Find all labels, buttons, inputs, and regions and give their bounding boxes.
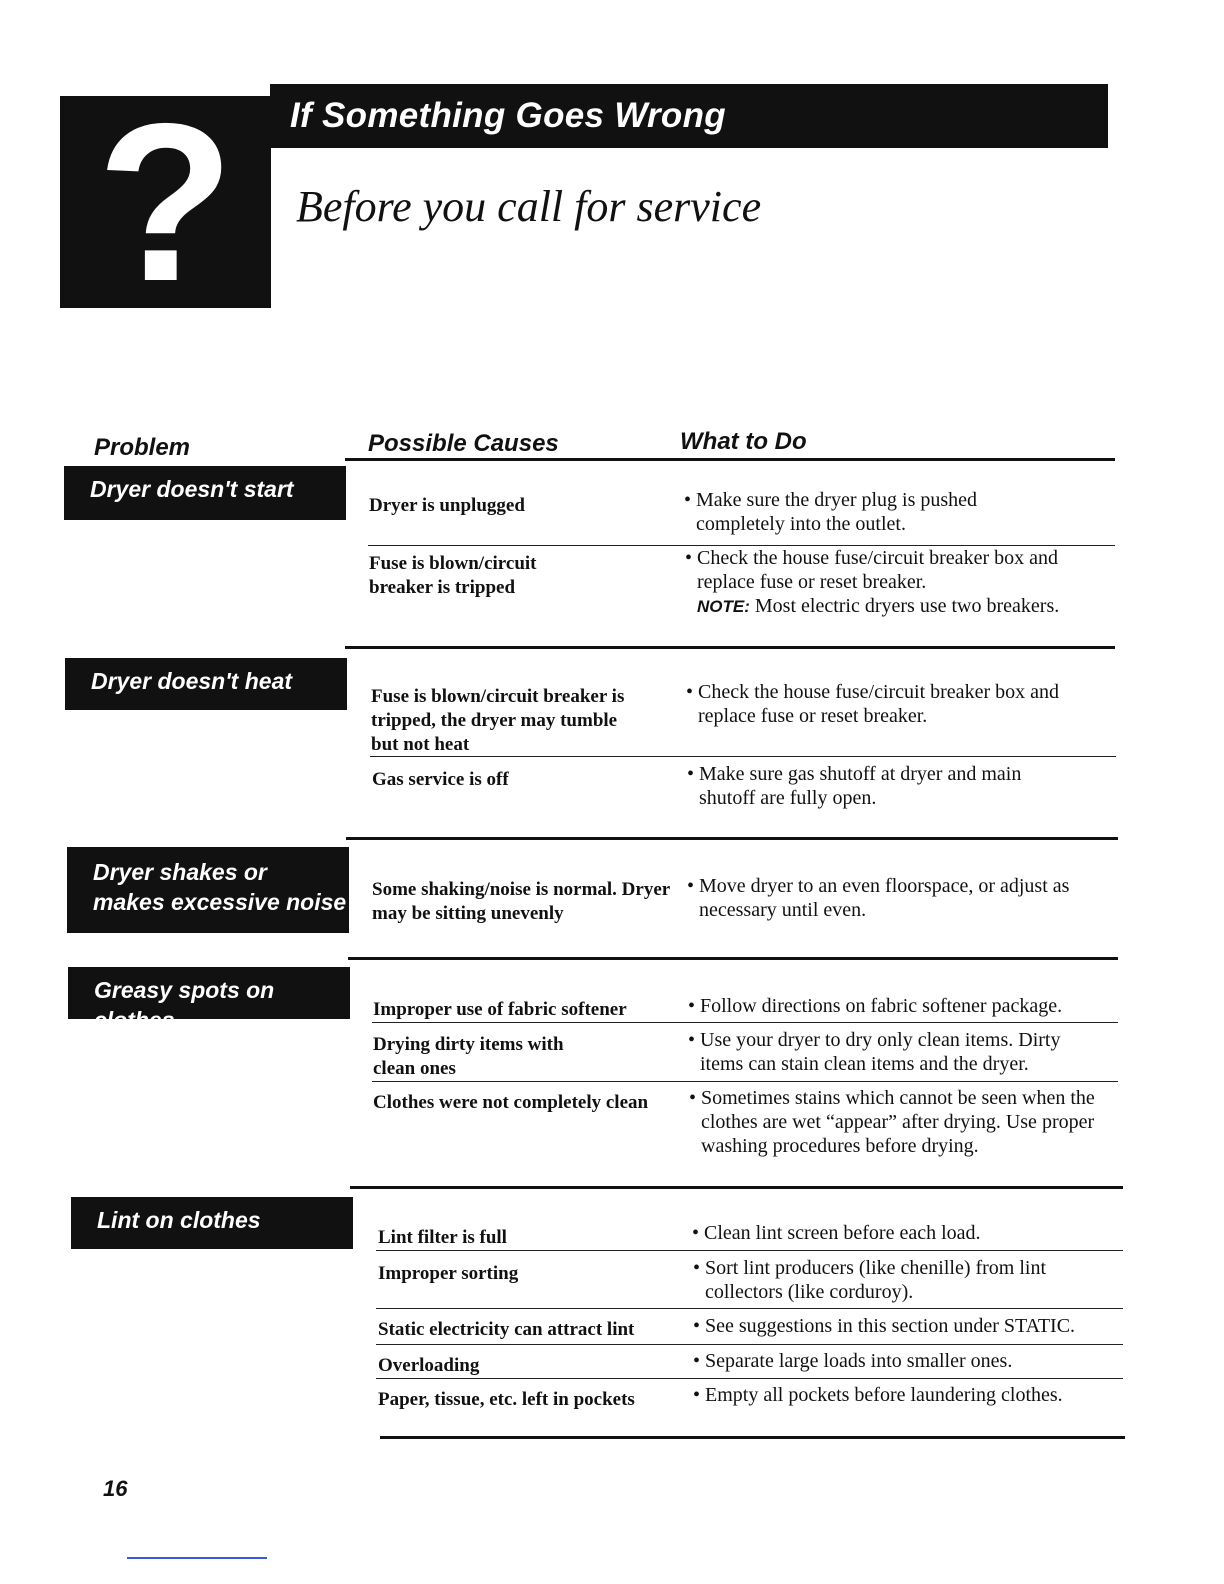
problem-label-lint-on-clothes: Lint on clothes	[71, 1197, 353, 1249]
row-divider	[376, 1250, 1123, 1251]
page-number: 16	[103, 1476, 128, 1501]
title-bar	[270, 84, 1108, 148]
todo-text: • Follow directions on fabric softener package.	[688, 995, 1063, 1017]
todo-text: • Separate large loads into smaller ones.	[693, 1350, 1013, 1372]
column-header-causes: Possible Causes	[368, 430, 559, 457]
column-header-what-to-do: What to Do	[680, 428, 807, 455]
column-header-problem: Problem	[94, 434, 191, 461]
cause-text: Paper, tissue, etc. left in pockets	[378, 1389, 635, 1410]
row-divider	[370, 756, 1116, 757]
cause-text: Clothes were not completely clean	[373, 1092, 649, 1113]
row-divider	[376, 1344, 1123, 1345]
todo-text: • Make sure the dryer plug is pushed completely into the outlet.	[684, 489, 978, 535]
todo-text: • Sometimes stains which cannot be seen when the clothes are wet “appear” after drying. Use proper washing procedures before drying.	[689, 1087, 1095, 1157]
question-mark-icon: ?	[96, 76, 235, 328]
section-rule	[350, 1186, 1123, 1189]
cause-text: Gas service is off	[372, 769, 509, 790]
page-subtitle: Before you call for service	[296, 182, 762, 231]
row-divider	[372, 1022, 1118, 1023]
problem-label-dryer-doesnt-heat: Dryer doesn't heat	[65, 658, 347, 710]
cause-text: Improper sorting	[378, 1263, 519, 1284]
row-divider	[376, 1378, 1123, 1379]
todo-text: • See suggestions in this section under STATIC.	[693, 1315, 1076, 1337]
cause-text: Dryer is unplugged	[369, 495, 525, 516]
todo-text: • Make sure gas shutoff at dryer and main shutoff are fully open.	[687, 763, 1022, 809]
cause-text: Improper use of fabric softener	[373, 999, 627, 1020]
page-title: If Something Goes Wrong	[290, 96, 726, 135]
cause-text: Static electricity can attract lint	[378, 1319, 635, 1340]
problem-label-greasy-spots: Greasy spots on clothes	[68, 967, 350, 1019]
section-rule	[348, 957, 1118, 960]
todo-text: • Use your dryer to dry only clean items. Dirty items can stain clean items and the dryer.	[688, 1029, 1061, 1075]
row-divider	[372, 1081, 1118, 1082]
todo-text: • Move dryer to an even floorspace, or adjust as necessary until even.	[687, 875, 1070, 921]
todo-text: • Empty all pockets before laundering clothes.	[693, 1384, 1063, 1406]
cause-text: Overloading	[378, 1355, 480, 1376]
todo-text: • Sort lint producers (like chenille) from lint collectors (like corduroy).	[693, 1257, 1047, 1303]
cause-text: Some shaking/noise is normal. Dryer may be sitting unevenly	[372, 879, 670, 924]
todo-text: • Check the house fuse/circuit breaker box and replace fuse or reset breaker. NOTE: Most electric dryers use two breakers.	[685, 547, 1060, 617]
problem-label-dryer-shakes: Dryer shakes or makes excessive noise	[67, 847, 349, 933]
question-mark-box	[60, 76, 271, 328]
problem-label-dryer-doesnt-start: Dryer doesn't start	[64, 466, 346, 520]
footer-line	[127, 1557, 267, 1559]
cause-text: Fuse is blown/circuit breaker is tripped	[369, 553, 537, 598]
cause-text: Drying dirty items with clean ones	[373, 1034, 564, 1079]
cause-text: Lint filter is full	[378, 1227, 507, 1248]
row-divider	[376, 1308, 1123, 1309]
section-rule	[345, 646, 1115, 649]
todo-text: • Clean lint screen before each load.	[692, 1222, 981, 1244]
cause-text: Fuse is blown/circuit breaker is tripped, the dryer may tumble but not heat	[371, 686, 625, 755]
todo-text: • Check the house fuse/circuit breaker box and replace fuse or reset breaker.	[686, 681, 1059, 727]
header-rule	[345, 458, 1115, 461]
section-rule	[346, 837, 1118, 840]
section-rule	[380, 1436, 1125, 1439]
